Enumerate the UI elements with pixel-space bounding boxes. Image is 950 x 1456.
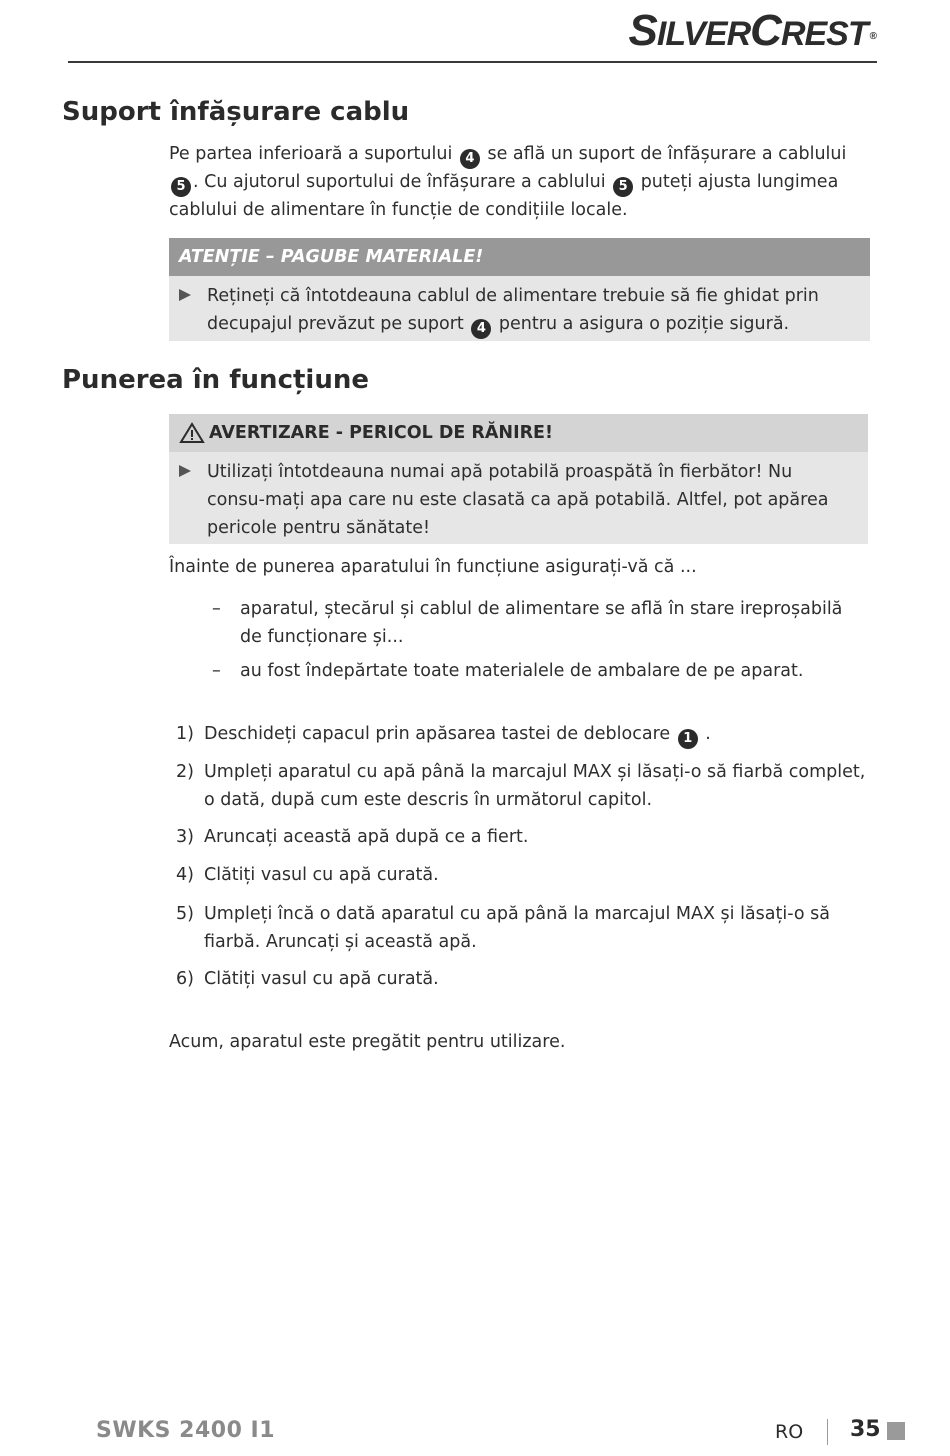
warning-notice-title: AVERTIZARE - PERICOL DE RĂNIRE!	[169, 414, 868, 452]
bullet-arrow-icon	[179, 289, 191, 301]
ready-statement: Acum, aparatul este pregătit pentru utilizare.	[169, 1032, 566, 1052]
step-item: 2) Umpleți aparatul cu apă până la marcajul MAX și lăsați-o să fiarbă complet, o dată, după cum este descris în următorul capitol.	[176, 762, 866, 810]
attention-notice-body: Rețineți că întotdeauna cablul de alimentare trebuie să fie ghidat prin decupajul prevăzut pe suport 4 pentru a asigura o poziție sigură.	[169, 276, 870, 341]
warning-triangle-icon	[179, 422, 205, 444]
bullet-arrow-icon	[179, 465, 191, 477]
page-number: 35	[850, 1417, 881, 1442]
part-number-badge: 5	[613, 177, 633, 197]
cable-holder-paragraph: Pe partea inferioară a suportului 4 se află un suport de înfășurare a cablului 5 . Cu ajutorul suportului de înfășurare a cablului 5 puteți ajusta lungimea cablului de alimentare în funcție de condițiile locale.	[169, 144, 847, 220]
part-number-badge: 5	[171, 177, 191, 197]
attention-notice	[169, 238, 870, 341]
step-item: 5) Umpleți încă o dată aparatul cu apă până la marcajul MAX și lăsați-o să fiarbă. Aruncați și această apă.	[176, 904, 830, 952]
step-item: 6) Clătiți vasul cu apă curată.	[176, 969, 439, 989]
footer-divider	[827, 1419, 828, 1445]
list-item: – au fost îndepărtate toate materialele de ambalare de pe aparat.	[212, 661, 804, 681]
step-item: 4) Clătiți vasul cu apă curată.	[176, 865, 439, 885]
footer-square-icon	[887, 1422, 905, 1440]
warning-notice	[169, 414, 868, 544]
part-number-badge: 4	[471, 319, 491, 339]
step-item: 3) Aruncați această apă după ce a fiert.	[176, 827, 529, 847]
section-title-commissioning: Punerea în funcțiune	[62, 365, 369, 395]
brand-logo: SILVERCREST ®	[628, 6, 876, 55]
section-title-cable-holder: Suport înfășurare cablu	[62, 97, 410, 127]
header-divider	[68, 61, 877, 63]
part-number-badge: 4	[460, 149, 480, 169]
step-item: 1) Deschideți capacul prin apăsarea tastei de deblocare 1 .	[176, 720, 871, 749]
warning-notice-body: Utilizați întotdeauna numai apă potabilă proaspătă în fierbător! Nu consu-mați apa care nu este clasată ca apă potabilă. Altfel, pot apărea pericole pentru sănătate!	[169, 452, 868, 544]
footer-model-number: SWKS 2400 I1	[96, 1418, 276, 1443]
part-number-badge: 1	[678, 729, 698, 749]
attention-notice-title: ATENȚIE – PAGUBE MATERIALE!	[169, 238, 870, 276]
precheck-intro: Înainte de punerea aparatului în funcțiune asigurați-vă că ...	[169, 557, 697, 577]
list-item: – aparatul, ștecărul și cablul de alimentare se află în stare ireproșabilă de funcționare și...	[212, 599, 843, 647]
footer-language-code: RO	[775, 1421, 804, 1443]
